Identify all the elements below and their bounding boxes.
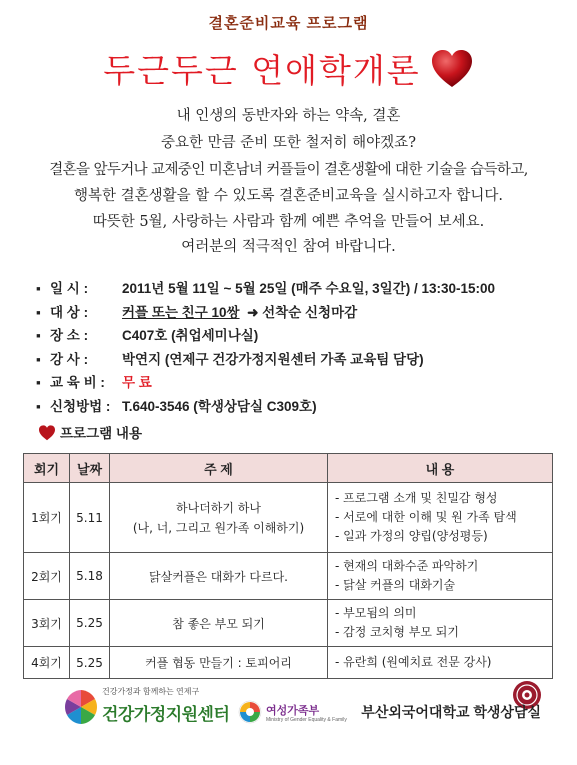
date-cell: 5.25 [70,600,110,647]
info-label: 장 소 : [50,328,89,343]
heart-icon [430,49,474,89]
content-line: - 현재의 대화수준 파악하기 [335,559,479,573]
content-line: - 프로그램 소개 및 친밀감 형성 [335,491,498,505]
pinwheel-icon [62,688,100,726]
session-cell: 2회기 [24,553,70,600]
topic-line: 하나더하기 하나 [176,500,261,515]
info-label: 강 사 : [50,351,89,367]
content-line: - 일과 가정의 양립(양성평등) [335,529,488,543]
content-cell [328,553,553,600]
table-row [24,600,553,647]
heart-icon [38,425,56,441]
program-table [23,453,553,679]
info-note: ➜ 선착순 신청마감 [247,304,358,320]
info-label: 교 육 비 : [50,375,105,390]
content-line: - 부모됨의 의미 [335,606,417,620]
info-value: 박연지 (연제구 건강가정지원센터 가족 교육팀 담당) [122,351,424,367]
info-apply [36,395,556,419]
info-value: 2011년 5월 11일 ~ 5월 25일 (매주 수요일, 3일간) / 13:30-15:00 [122,281,496,296]
topic-cell: 참 좋은 부모 되기 [110,600,328,647]
info-label: 대 상 : [50,304,89,320]
content-cell [328,483,553,553]
bullet: ▪ [36,351,41,367]
info-target [36,301,556,325]
session-cell: 3회기 [24,600,70,647]
bullet: ▪ [36,304,41,320]
info-place [36,324,556,348]
content-line: - 유란희 (원예치료 전문 강사) [335,655,492,669]
table-row [24,647,553,679]
session-cell: 4회기 [24,647,70,679]
info-value: 커플 또는 친구 10쌍 [122,304,240,320]
program-heading [38,422,142,442]
info-date [36,277,556,301]
info-fee [36,371,556,395]
info-value: C407호 (취업세미나실) [122,328,259,343]
column-header: 주 제 [110,454,328,483]
info-value: 무 료 [122,375,152,390]
date-cell: 5.18 [70,553,110,600]
org-tagline: 건강가정과 함께하는 연제구 [102,687,200,696]
table-row [24,553,553,600]
ministry-emblem-icon [238,700,262,724]
column-header: 내 용 [328,454,553,483]
table-row [24,483,553,553]
ministry-subtitle: Ministry of Gender Equality & Family [266,717,347,723]
intro-line-5: 따뜻한 5월, 사랑하는 사람과 함께 예쁜 추억을 만들어 보세요. [92,214,485,230]
session-cell: 1회기 [24,483,70,553]
content-line: - 서로에 대한 이해 및 원 가족 탐색 [335,510,517,524]
topic-cell: 커플 협동 만들기 : 토피어리 [110,647,328,679]
program-subtitle: 결혼준비교육 프로그램 [208,15,369,32]
topic-cell: 닭살커플은 대화가 다르다. [110,553,328,600]
bullet: ▪ [36,281,41,296]
table-header-row [24,454,553,483]
ministry-name: 여성가족부 [266,705,320,717]
intro-line-2: 중요한 만큼 준비 또한 철저히 해야겠죠? [161,135,416,151]
date-cell: 5.25 [70,647,110,679]
intro-line-4: 행복한 결혼생활을 할 수 있도록 결혼준비교육을 실시하고자 합니다. [73,188,504,204]
info-label: 일 시 : [50,281,89,296]
content-cell [328,647,553,679]
info-instructor [36,348,556,372]
bullet: ▪ [36,375,41,390]
info-label: 신청방법 : [50,398,111,414]
date-cell: 5.11 [70,483,110,553]
column-header: 회기 [24,454,70,483]
title-row [0,45,577,97]
topic-line: (나, 너, 그리고 원가족 이해하기) [132,520,305,535]
info-list [36,277,556,418]
topic-cell [110,483,328,553]
content-cell [328,600,553,647]
university-counseling-center: 부산외국어대학교 학생상담실 [361,704,541,720]
program-heading-text: 프로그램 내용 [60,426,142,441]
content-line: - 닭살 커플의 대화기술 [335,578,456,592]
info-value: T.640-3546 (학생상담실 C309호) [122,398,317,414]
org-name: 건강가정지원센터 [102,705,230,724]
bullet: ▪ [36,328,41,343]
column-header: 날짜 [70,454,110,483]
intro-line-6: 여러분의 적극적인 참여 바랍니다. [181,239,396,255]
intro-line-3: 결혼을 앞두거나 교제중인 미혼남녀 커플들이 결혼생활에 대한 기술을 습득하고, [49,162,528,178]
page-title: 두근두근 연애학개론 [103,51,421,90]
bullet: ▪ [36,398,41,414]
intro-line-1: 내 인생의 동반자와 하는 약속, 결혼 [176,108,401,124]
footer [0,680,577,750]
content-line: - 감정 코치형 부모 되기 [335,625,459,639]
